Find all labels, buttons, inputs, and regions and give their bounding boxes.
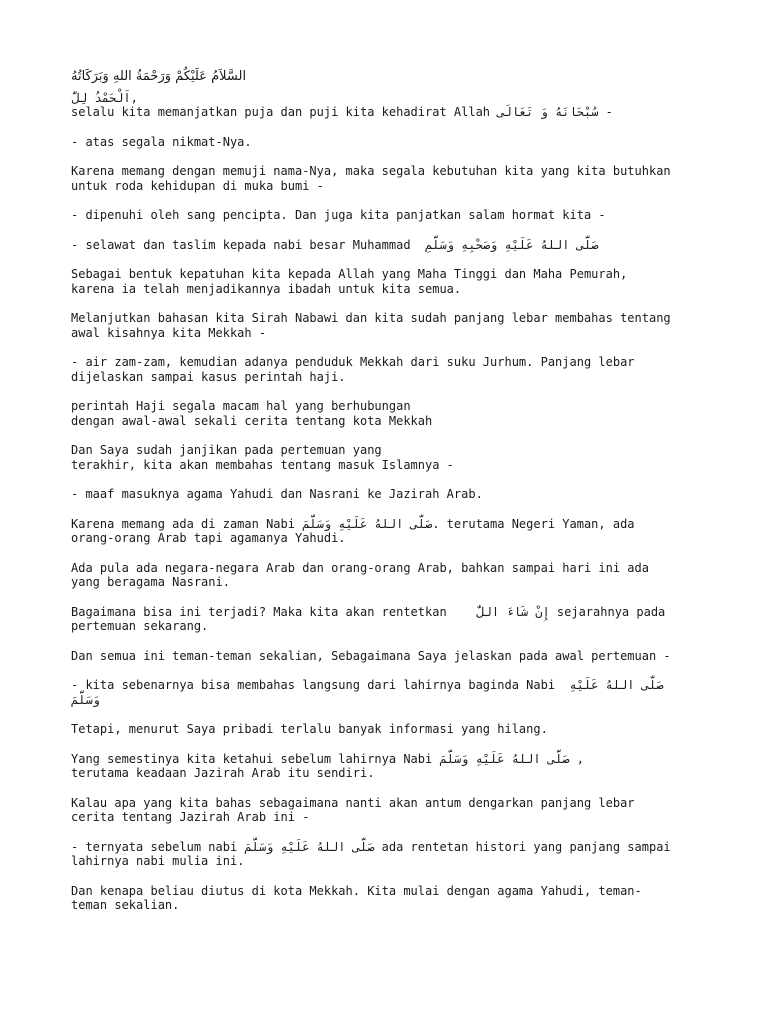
text-line: cerita tentang Jazirah Arab ini - xyxy=(71,810,310,824)
paragraph xyxy=(71,238,701,253)
text-line: orang-orang Arab tapi agamanya Yahudi. xyxy=(71,531,346,545)
paragraph xyxy=(71,517,701,546)
text-line: Melanjutkan bahasan kita Sirah Nabawi dan kita sudah panjang lebar membahas tentang xyxy=(71,311,671,325)
text-line: Dan Saya sudah janjikan pada pertemuan yang xyxy=(71,443,382,457)
text-line: lahirnya nabi mulia ini. xyxy=(71,854,245,868)
document-page xyxy=(71,70,701,928)
text-line: terakhir, kita akan membahas tentang masuk Islamnya - xyxy=(71,457,454,472)
paragraph xyxy=(71,311,701,340)
paragraph xyxy=(71,164,701,193)
text-line: - selawat dan taslim kepada nabi besar Muhammad صَلَّى اللهُ عَلَيْهِ وَصَحْبِهِ وَسَلَّمِ xyxy=(71,237,599,252)
text-line: Karena memang ada di zaman Nabi صَلَّى اللهُ عَلَيْهِ وَسَلَّمَ. terutama Negeri Yaman, ada xyxy=(71,516,635,531)
paragraph xyxy=(71,752,701,781)
text-line: Tetapi, menurut Saya pribadi terlalu banyak informasi yang hilang. xyxy=(71,722,548,736)
text-line: Sebagai bentuk kepatuhan kita kepada Allah yang Maha Tinggi dan Maha Pemurah, xyxy=(71,267,628,281)
paragraph xyxy=(71,355,701,384)
text-line: pertemuan sekarang. xyxy=(71,619,209,633)
paragraph xyxy=(71,267,701,296)
paragraph xyxy=(71,796,701,825)
paragraph xyxy=(71,561,701,590)
text-line: Ada pula ada negara-negara Arab dan orang-orang Arab, bahkan sampai hari ini ada xyxy=(71,560,649,575)
paragraph xyxy=(71,649,701,664)
text-line: اَلْحَمْدُ لِلّٰ, xyxy=(71,90,138,105)
paragraph xyxy=(71,399,701,428)
text-line: وَسَلَّمَ xyxy=(71,692,100,707)
text-line: - maaf masuknya agama Yahudi dan Nasrani ke Jazirah Arab. xyxy=(71,487,483,501)
paragraph xyxy=(71,487,701,502)
text-line: Dan kenapa beliau diutus di kota Mekkah. Kita mulai dengan agama Yahudi, teman- xyxy=(71,883,642,898)
text-line: - kita sebenarnya bisa membahas langsung dari lahirnya baginda Nabi صَلَّى اللهُ عَلَيْهِ xyxy=(71,678,664,692)
text-line: - ternyata sebelum nabi صَلَّى اللهُ عَلَيْهِ وَسَلَّمَ ada rentetan histori yang panjang sampai xyxy=(71,839,671,854)
text-line: terutama keadaan Jazirah Arab itu sendiri. xyxy=(71,766,375,780)
text-line: dengan awal-awal sekali cerita tentang kota Mekkah xyxy=(71,413,433,428)
text-line: Karena memang dengan memuji nama-Nya, maka segala kebutuhan kita yang kita butuhkan xyxy=(71,164,671,178)
text-line: Dan semua ini teman-teman sekalian, Sebagaimana Saya jelaskan pada awal pertemuan - xyxy=(71,648,671,663)
text-line: Yang semestinya kita ketahui sebelum lahirnya Nabi صَلَّى اللهُ عَلَيْهِ وَسَلَّمَ , xyxy=(71,751,584,766)
paragraph xyxy=(71,884,701,913)
paragraph xyxy=(71,135,701,150)
text-line: - dipenuhi oleh sang pencipta. Dan juga kita panjatkan salam hormat kita - xyxy=(71,208,606,222)
text-line: Kalau apa yang kita bahas sebagaimana nanti akan antum dengarkan panjang lebar xyxy=(71,795,635,810)
text-line: dijelaskan sampai kasus perintah haji. xyxy=(71,369,346,384)
paragraph xyxy=(71,678,701,707)
arabic-greeting: السَّلاَمُ عَلَيْكُمْ وَرَحْمَةُ اللهِ وَبَرَكَاتُهُ xyxy=(71,69,247,84)
paragraph xyxy=(71,840,701,869)
greeting-heading xyxy=(71,70,701,85)
text-line: karena ia telah menjadikannya ibadah untuk kita semua. xyxy=(71,281,462,296)
text-line: yang beragama Nasrani. xyxy=(71,575,230,589)
text-line: selalu kita memanjatkan puja dan puji kita kehadirat Allah سُبْحَانَهُ وَ تَعَالَى - xyxy=(71,105,613,119)
text-line: awal kisahnya kita Mekkah - xyxy=(71,325,267,340)
text-line: teman sekalian. xyxy=(71,898,180,912)
paragraph xyxy=(71,208,701,223)
paragraph xyxy=(71,605,701,634)
paragraph xyxy=(71,443,701,472)
text-line: - atas segala nikmat-Nya. xyxy=(71,134,252,149)
paragraph xyxy=(71,91,701,120)
document-body xyxy=(71,91,701,913)
text-line: untuk roda kehidupan di muka bumi - xyxy=(71,178,324,193)
text-line: perintah Haji segala macam hal yang berhubungan xyxy=(71,399,411,413)
text-line: Bagaimana bisa ini terjadi? Maka kita akan rentetkan إِنْ شَاءَ اللّٰ sejarahnya pada xyxy=(71,604,666,619)
text-line: - air zam-zam, kemudian adanya penduduk Mekkah dari suku Jurhum. Panjang lebar xyxy=(71,355,635,369)
paragraph xyxy=(71,722,701,737)
